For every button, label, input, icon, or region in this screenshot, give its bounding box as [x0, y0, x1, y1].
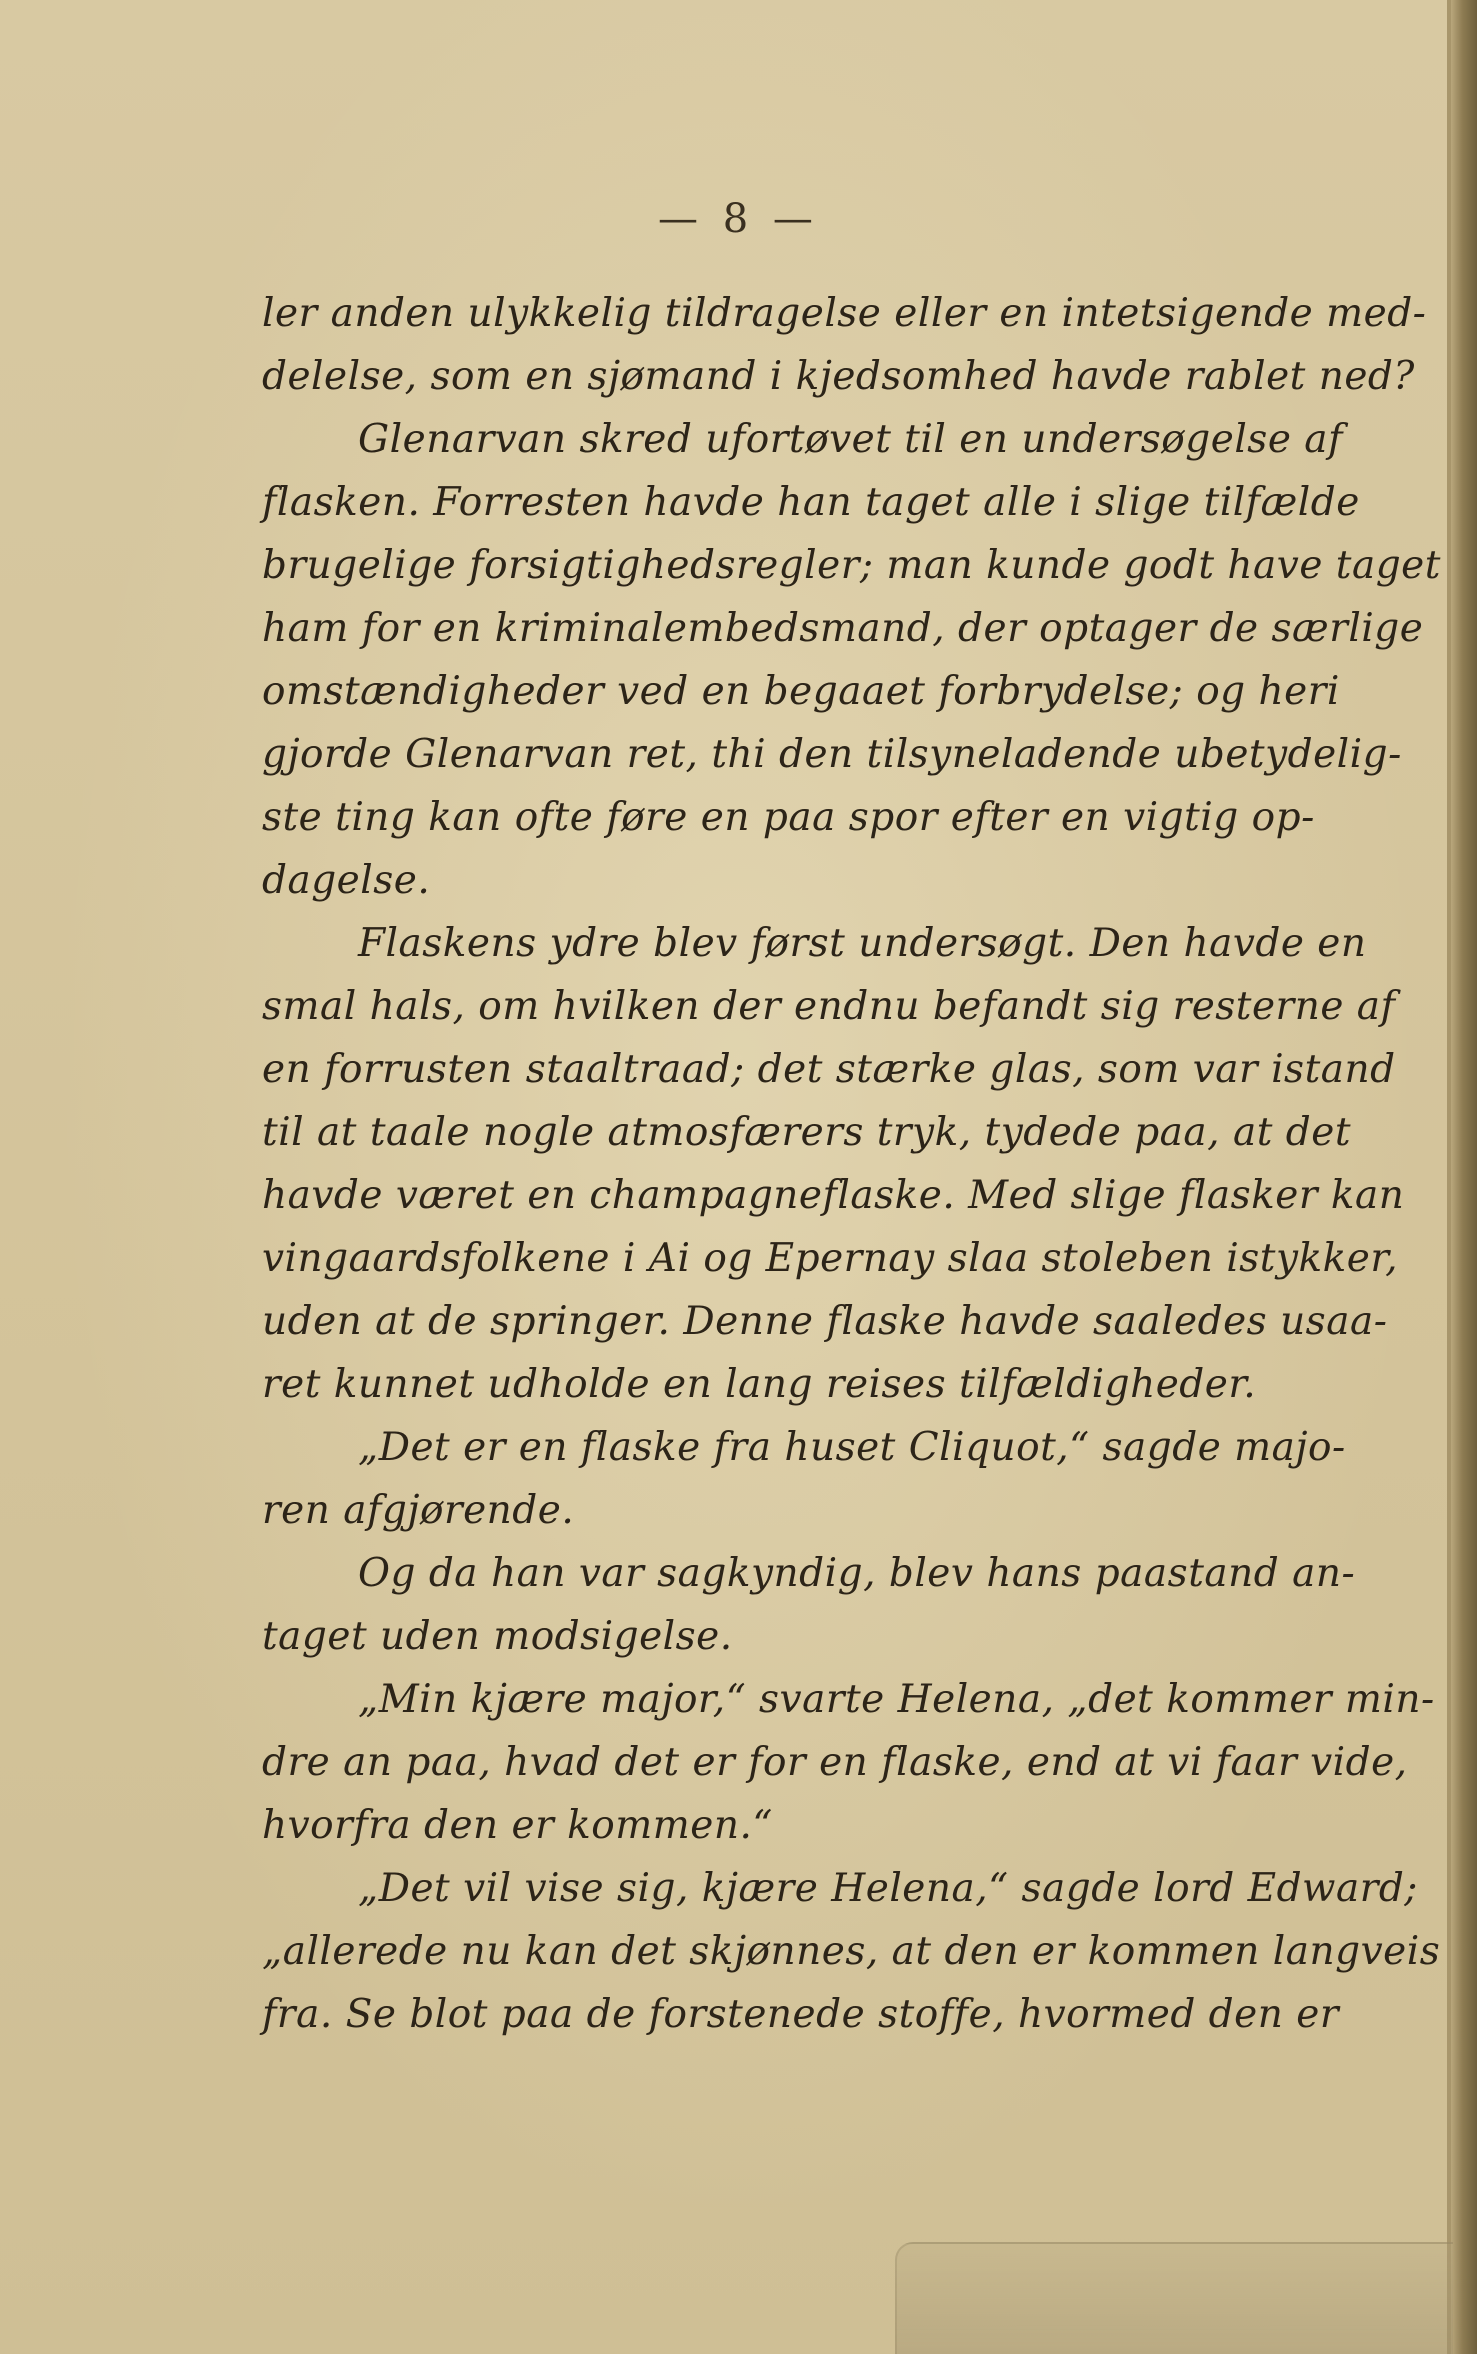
- text-line: delelse, som en sjømand i kjedsomhed havde rablet ned?: [262, 354, 1415, 399]
- text-line: dre an paa, hvad det er for en flaske, end at vi faar vide,: [262, 1740, 1408, 1785]
- text-line: Glenarvan skred ufortøvet til en undersøgelse af: [358, 417, 1343, 462]
- text-line: flasken. Forresten havde han taget alle i slige tilfælde: [262, 480, 1360, 525]
- text-line: „allerede nu kan det skjønnes, at den er kommen langveis: [262, 1929, 1441, 1974]
- text-line: ren afgjørende.: [262, 1488, 575, 1533]
- text-line: dagelse.: [262, 858, 431, 903]
- text-line: omstændigheder ved en begaaet forbrydelse; og heri: [262, 669, 1340, 714]
- text-line: smal hals, om hvilken der endnu befandt sig resterne af: [262, 984, 1396, 1029]
- text-line: ret kunnet udholde en lang reises tilfældigheder.: [262, 1362, 1257, 1407]
- text-line: ler anden ulykkelig tildragelse eller en intetsigende med-: [262, 291, 1427, 336]
- text-line: en forrusten staaltraad; det stærke glas, som var istand: [262, 1047, 1396, 1092]
- text-line: gjorde Glenarvan ret, thi den tilsyneladende ubetydelig-: [262, 732, 1402, 777]
- page-fold-shadow: [895, 2242, 1453, 2354]
- text-line: „Det vil vise sig, kjære Helena,“ sagde lord Edward;: [358, 1866, 1418, 1911]
- text-line: brugelige forsigtighedsregler; man kunde godt have taget: [262, 543, 1441, 588]
- text-line: havde været en champagneflaske. Med slige flasker kan: [262, 1173, 1405, 1218]
- body-text: [262, 282, 1441, 2046]
- text-line: hvorfra den er kommen.“: [262, 1803, 773, 1848]
- text-line: uden at de springer. Denne flaske havde saaledes usaa-: [262, 1299, 1388, 1344]
- text-line: fra. Se blot paa de forstenede stoffe, hvormed den er: [262, 1992, 1339, 2037]
- text-line: Og da han var sagkyndig, blev hans paastand an-: [358, 1551, 1356, 1596]
- text-line: Flaskens ydre blev først undersøgt. Den havde en: [358, 921, 1367, 966]
- text-line: taget uden modsigelse.: [262, 1614, 733, 1659]
- text-line: „Det er en flaske fra huset Cliquot,“ sagde majo-: [358, 1425, 1346, 1470]
- page-number: — 8 —: [658, 196, 819, 242]
- text-line: ham for en kriminalembedsmand, der optager de særlige: [262, 606, 1424, 651]
- text-line: „Min kjære major,“ svarte Helena, „det kommer min-: [358, 1677, 1435, 1722]
- text-line: vingaardsfolkene i Ai og Epernay slaa stoleben istykker,: [262, 1236, 1399, 1281]
- book-spine: [1451, 0, 1477, 2354]
- text-line: til at taale nogle atmosfærers tryk, tydede paa, at det: [262, 1110, 1352, 1155]
- text-line: ste ting kan ofte føre en paa spor efter en vigtig op-: [262, 795, 1315, 840]
